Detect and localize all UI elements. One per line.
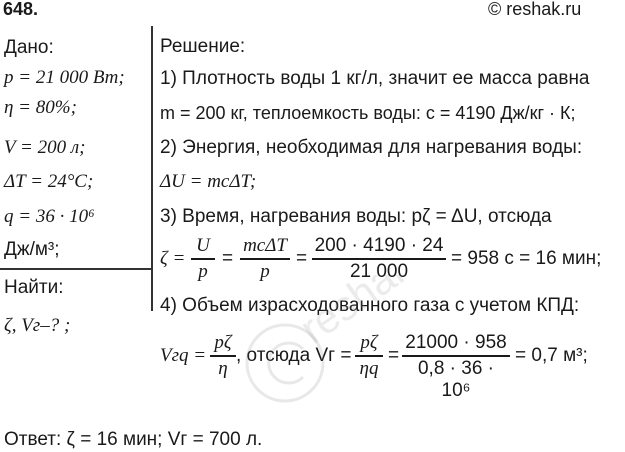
step3-fraction-3 [312, 235, 446, 283]
step3-eq-2: = [296, 248, 308, 269]
step4-f1-numerator: pζ [214, 332, 232, 353]
step4-result: = 0,7 м³; [515, 345, 588, 366]
given-power: p = 21 000 Вт; [4, 67, 125, 88]
solution-step3-text: 3) Время, нагревания воды: pζ = ΔU, отсюда [160, 206, 552, 227]
step3-f3-numerator: 200 · 4190 · 24 [314, 235, 444, 256]
solution-step2-text: 2) Энергия, необходимая для нагревания воды: [160, 137, 583, 158]
step3-result: = 958 с = 16 мин; [451, 248, 602, 269]
problem-number: 648. [3, 0, 39, 19]
given-heat-unit: Дж/м³; [4, 239, 60, 260]
step4-fraction-2 [355, 332, 383, 380]
step4-lhs: Vгq = [160, 345, 207, 366]
solution-step4-text: 4) Объем израсходованного газа с учетом КПД: [160, 295, 580, 316]
step3-f2-numerator: mcΔT [243, 235, 287, 256]
step3-fraction-1 [191, 235, 215, 283]
step4-fraction-1 [210, 332, 236, 380]
given-find-divider [0, 268, 152, 270]
step3-lhs: ζ = [160, 248, 186, 269]
step3-f1-numerator: U [196, 235, 210, 256]
step4-f3-numerator: 21000 · 958 [405, 332, 507, 353]
step4-f2-denominator: ηq [359, 357, 379, 379]
step3-eq-1: = [222, 248, 234, 269]
step3-f3-denominator: 21 000 [349, 260, 409, 282]
solution-step1-text: 1) Плотность воды 1 кг/л, значит ее масса равна [160, 68, 590, 89]
step4-eq: = [388, 345, 400, 366]
solution-title: Решение: [160, 36, 246, 57]
given-volume: V = 200 л; [4, 137, 86, 158]
find-title: Найти: [4, 277, 64, 298]
step4-f3-denominator: 0,8 · 36 · 10⁶ [417, 357, 495, 401]
answer-line: Ответ: ζ = 16 мин; Vг = 700 л. [4, 429, 263, 450]
solution-step1-values: m = 200 кг, теплоемкость воды: c = 4190 Дж/кг · К; [160, 103, 576, 123]
given-efficiency: η = 80%; [4, 97, 77, 118]
step3-f1-denominator: p [198, 260, 208, 282]
step4-fraction-3 [402, 332, 510, 402]
given-temp-change: ΔT = 24°C; [4, 171, 94, 192]
step3-f2-denominator: p [260, 260, 270, 282]
step4-middle: , отсюда Vг = [236, 345, 352, 366]
step3-fraction-2 [240, 235, 290, 283]
given-heat-value: q = 36 · 10⁶ [4, 206, 95, 227]
solution-step2-formula: ΔU = mcΔT; [160, 171, 257, 192]
given-title: Дано: [4, 37, 54, 58]
watermark-text: reshak.ru [291, 275, 435, 353]
step4-f1-denominator: η [218, 357, 228, 379]
find-items: ζ, Vг–? ; [4, 315, 71, 336]
step4-f2-numerator: pζ [360, 332, 378, 353]
copyright-label: © reshak.ru [488, 0, 582, 19]
